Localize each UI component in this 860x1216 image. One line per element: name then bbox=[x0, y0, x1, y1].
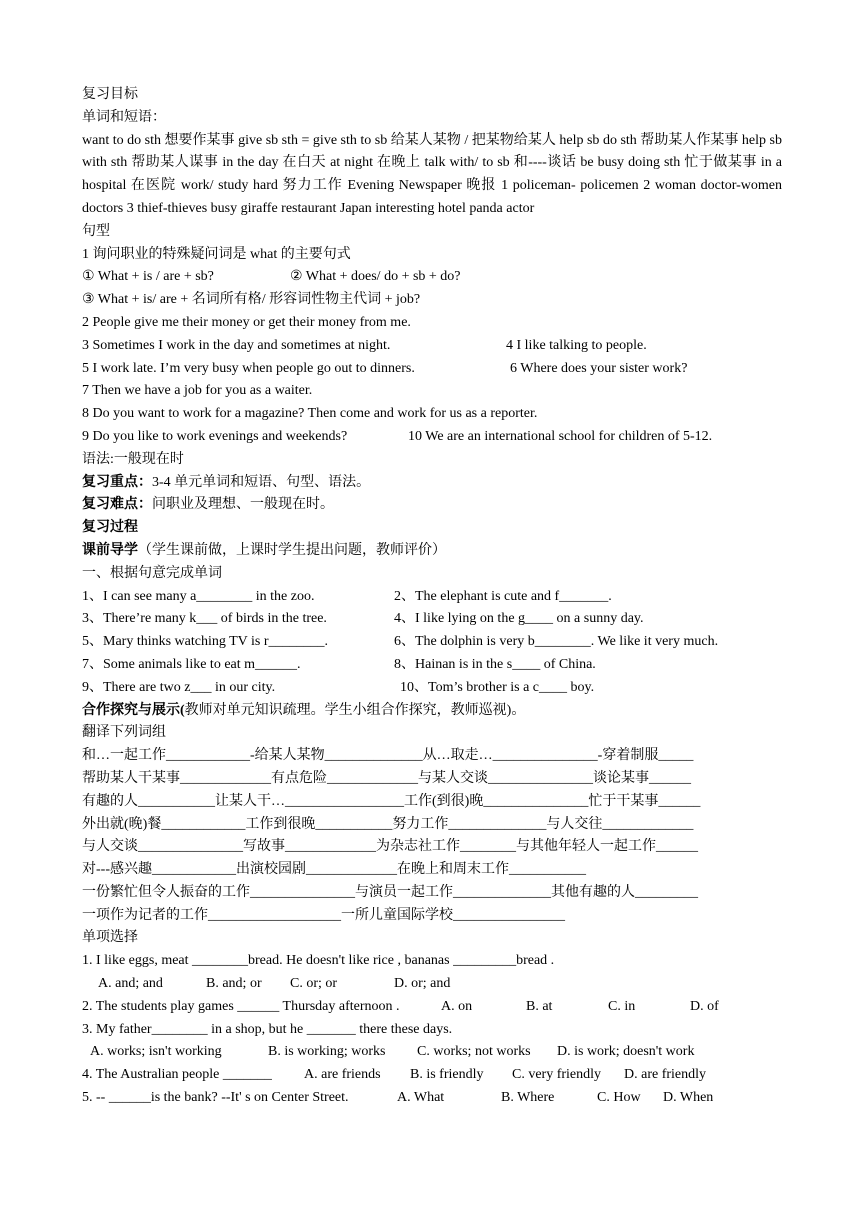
translate-line: 与人交谈_______________写故事_____________为杂志社工作________与其他年轻人一起工作______ bbox=[82, 839, 698, 855]
mc-question-1: 1. I like eggs, meat ________bread. He doesn't like rice , bananas _________bread . bbox=[82, 953, 555, 969]
fill-row bbox=[82, 677, 782, 700]
mc-question-3: 3. My father________ in a shop, but he _______ there these days. bbox=[82, 1021, 453, 1037]
mc-options-1 bbox=[82, 973, 782, 996]
mc-row-4 bbox=[82, 1064, 782, 1087]
translate-line: 帮助某人干某事_____________有点危险_____________与某人交谈_______________谈论某事______ bbox=[82, 770, 691, 786]
difficult-points-label: 复习难点： bbox=[82, 497, 152, 513]
guide-label: 课前导学 bbox=[82, 542, 138, 558]
sentence-9: 9 Do you like to work evenings and weekends? bbox=[82, 428, 348, 444]
mc-row-2 bbox=[82, 996, 782, 1019]
patterns-title: 句型 bbox=[82, 223, 110, 239]
fill-item: 8、Hainan is in the s____ of China. bbox=[394, 656, 596, 672]
pattern-formula-1: ① What + is / are + sb? bbox=[82, 269, 214, 285]
guide-text: （学生课前做，上课时学生提出问题，教师评价） bbox=[138, 542, 446, 558]
mc-option: B. is working; works bbox=[268, 1044, 386, 1060]
coop-label: 合作探究与展示( bbox=[82, 702, 185, 718]
mc-option: C. How bbox=[597, 1090, 641, 1106]
mc-question-2: 2. The students play games ______ Thursday afternoon . bbox=[82, 998, 400, 1014]
translate-line: 一项作为记者的工作___________________一所儿童国际学校________________ bbox=[82, 907, 565, 923]
sentence-10: 10 We are an international school for children of 5-12. bbox=[408, 428, 713, 444]
sentence-4: 4 I like talking to people. bbox=[506, 337, 647, 353]
translate-line: 有趣的人___________让某人干…_________________工作(到很)晚_______________忙于干某事______ bbox=[82, 793, 701, 809]
coop-line bbox=[82, 700, 782, 723]
sentence-7: 7 Then we have a job for you as a waiter. bbox=[82, 383, 313, 399]
fill-item: 2、The elephant is cute and f_______. bbox=[394, 588, 612, 604]
translate-line: 和…一起工作____________-给某人某物______________从…取走…_______________-穿着制服_____ bbox=[82, 748, 694, 764]
mc-option: A. and; and bbox=[98, 976, 163, 992]
mc-option: D. is work; doesn't work bbox=[557, 1044, 695, 1060]
sentence-3: 3 Sometimes I work in the day and sometimes at night. bbox=[82, 337, 391, 353]
fill-row bbox=[82, 631, 782, 654]
pattern-formula-3: ③ What + is/ are + 名词所有格/ 形容词性物主代词 + job? bbox=[82, 292, 421, 308]
translate-line: 外出就(晚)餐____________工作到很晚___________努力工作______________与人交往_____________ bbox=[82, 816, 694, 832]
vocab-paragraph: want to do sth 想要作某事 give sb sth = give sth to sb 给某人某物 / 把某物给某人 help sb do sth 帮助某人作某事 help sb with sth 帮助某人谋事 in the day 在白天 at night 在晚上 talk with/ to sb 和----谈话 be busy doing sth 忙于做某事 in a hospital 在医院 work/ study hard 努力工作 Evening Newspaper 晚报 1 policeman- policemen 2 woman doctor-women doctors 3 thief-thieves busy giraffe restaurant Japan interesting hotel panda actor bbox=[82, 132, 782, 216]
mc-option: D. or; and bbox=[394, 976, 451, 992]
fill-item: 1、I can see many a________ in the zoo. bbox=[82, 588, 315, 604]
sentence-8: 8 Do you want to work for a magazine? Then come and work for us as a reporter. bbox=[82, 406, 538, 422]
mc-option: C. in bbox=[608, 998, 636, 1014]
mc-option: A. are friends bbox=[304, 1067, 381, 1083]
mc-option: D. of bbox=[690, 998, 719, 1014]
fill-row bbox=[82, 654, 782, 677]
mc-option: C. very friendly bbox=[512, 1067, 602, 1083]
guide-line bbox=[82, 540, 782, 563]
fill-item: 10、Tom’s brother is a c____ boy. bbox=[400, 679, 595, 695]
mc-title: 单项选择 bbox=[82, 930, 138, 946]
translate-line: 一份繁忙但令人振奋的工作_______________与演员一起工作______________其他有趣的人_________ bbox=[82, 884, 698, 900]
grammar-line: 语法:一般现在时 bbox=[82, 451, 184, 467]
pattern-intro: 1 询问职业的特殊疑问词是 what 的主要句式 bbox=[82, 246, 351, 262]
difficult-points-line bbox=[82, 494, 782, 517]
pattern-formula-2: ② What + does/ do + sb + do? bbox=[290, 269, 461, 285]
key-points-text: 3-4 单元单词和短语、句型、语法。 bbox=[152, 474, 371, 490]
sentence-row-5-6 bbox=[82, 358, 782, 381]
worksheet-page bbox=[82, 84, 782, 1110]
review-goals-heading: 复习目标 bbox=[82, 87, 138, 102]
mc-question-5: 5. -- ______is the bank? --It' s on Center Street. bbox=[82, 1090, 349, 1106]
coop-text: 教师对单元知识疏理。学生小组合作探究，教师巡视)。 bbox=[184, 702, 526, 718]
mc-option: C. or; or bbox=[290, 976, 338, 992]
sentence-6: 6 Where does your sister work? bbox=[510, 360, 688, 376]
mc-option: A. on bbox=[441, 998, 473, 1014]
sentence-2: 2 People give me their money or get their money from me. bbox=[82, 314, 411, 330]
mc-options-3 bbox=[82, 1041, 782, 1064]
fill-item: 4、I like lying on the g____ on a sunny day. bbox=[394, 611, 644, 627]
fill-item: 6、The dolphin is very b________. We like it very much. bbox=[394, 634, 719, 650]
fill-item: 9、There are two z___ in our city. bbox=[82, 679, 276, 695]
translate-title: 翻译下列词组 bbox=[82, 725, 166, 741]
fill-row bbox=[82, 608, 782, 631]
fill-item: 5、Mary thinks watching TV is r________. bbox=[82, 634, 329, 650]
review-process-heading: 复习过程 bbox=[82, 520, 138, 536]
translate-line: 对---感兴趣____________出演校园剧_____________在晚上和周末工作___________ bbox=[82, 862, 586, 878]
mc-option: A. works; isn't working bbox=[90, 1044, 222, 1060]
key-points-line bbox=[82, 472, 782, 495]
fill-item: 7、Some animals like to eat m______. bbox=[82, 656, 301, 672]
fill-item: 3、There’re many k___ of birds in the tree. bbox=[82, 611, 327, 627]
mc-option: B. and; or bbox=[206, 976, 262, 992]
mc-option: A. What bbox=[397, 1090, 445, 1106]
mc-row-5 bbox=[82, 1087, 782, 1110]
key-points-label: 复习重点： bbox=[82, 474, 152, 490]
mc-option: D. When bbox=[663, 1090, 714, 1106]
pattern-formulas-row bbox=[82, 266, 782, 289]
fill-title: 一、根据句意完成单词 bbox=[82, 565, 222, 581]
mc-option: B. at bbox=[526, 998, 553, 1014]
mc-option: D. are friendly bbox=[624, 1067, 707, 1083]
sentence-row-3-4 bbox=[82, 335, 782, 358]
mc-option: C. works; not works bbox=[417, 1044, 531, 1060]
mc-option: B. Where bbox=[501, 1090, 555, 1106]
sentence-5: 5 I work late. I’m very busy when people go out to dinners. bbox=[82, 360, 415, 376]
difficult-points-text: 问职业及理想、一般现在时。 bbox=[152, 497, 334, 513]
mc-question-4: 4. The Australian people _______ bbox=[82, 1067, 272, 1083]
fill-row bbox=[82, 586, 782, 609]
vocab-title: 单词和短语： bbox=[82, 109, 166, 125]
mc-option: B. is friendly bbox=[410, 1067, 484, 1083]
sentence-row-9-10 bbox=[82, 426, 782, 449]
